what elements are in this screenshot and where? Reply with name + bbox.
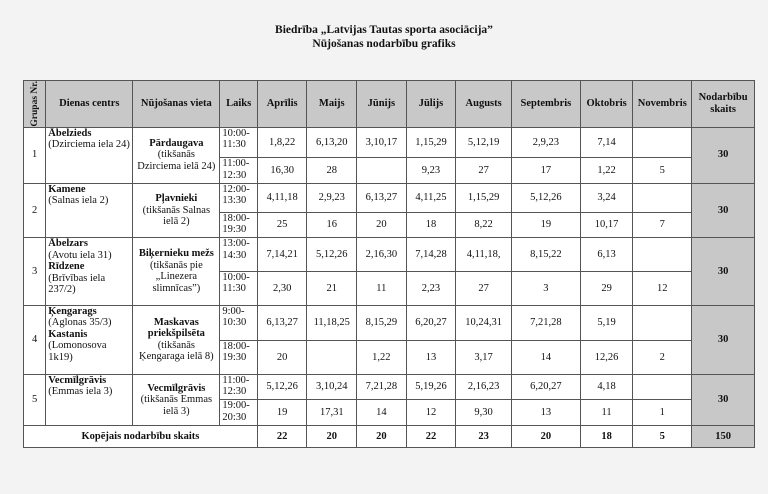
session-time: 10:00-11:30 <box>220 127 257 158</box>
month-dates: 1,15,29 <box>456 183 512 212</box>
month-dates: 6,13,20 <box>307 127 357 158</box>
month-dates: 2,30 <box>257 271 307 305</box>
header-group: Grupas Nr. <box>24 81 46 128</box>
walking-place-note: (tikšanās pie „Linezera slimnīcas”) <box>149 259 203 294</box>
month-dates: 4,11,25 <box>406 183 456 212</box>
month-dates: 5,12,19 <box>456 127 512 158</box>
header-time: Laiks <box>220 81 257 128</box>
day-center <box>46 127 133 183</box>
footer-month-total: 20 <box>357 426 407 448</box>
month-dates: 10,17 <box>580 212 633 237</box>
month-dates: 3,10,24 <box>307 374 357 399</box>
month-dates: 2,16,23 <box>456 374 512 399</box>
month-dates: 2 <box>633 340 692 374</box>
footer-month-total: 20 <box>511 426 580 448</box>
footer-row <box>24 426 755 448</box>
month-dates: 27 <box>456 158 512 183</box>
header-month: Augusts <box>456 81 512 128</box>
footer-month-total: 22 <box>406 426 456 448</box>
month-dates: 28 <box>307 158 357 183</box>
group-number: 3 <box>24 238 46 306</box>
footer-month-total: 22 <box>257 426 307 448</box>
header-total: Nodarbību skaits <box>692 81 755 128</box>
month-dates: 14 <box>357 400 407 426</box>
day-center-address: (Dzirciema iela 24) <box>48 139 130 151</box>
month-dates: 27 <box>456 271 512 305</box>
month-dates <box>357 158 407 183</box>
month-dates: 7,14,28 <box>406 238 456 272</box>
group-row <box>24 127 755 158</box>
header-month: Jūnijs <box>357 81 407 128</box>
day-center-name: Vecmīlgrāvis <box>48 374 107 386</box>
day-center <box>46 183 133 237</box>
month-dates: 20 <box>257 340 307 374</box>
month-dates: 12 <box>406 400 456 426</box>
header-month: Septembris <box>511 81 580 128</box>
day-center-name: Ābelzieds <box>48 127 92 139</box>
header-row <box>24 81 755 128</box>
footer-grand-total: 150 <box>692 426 755 448</box>
footer-label: Kopējais nodarbību skaits <box>24 426 258 448</box>
month-dates: 3 <box>511 271 580 305</box>
month-dates: 13 <box>511 400 580 426</box>
month-dates: 3,17 <box>456 340 512 374</box>
session-time: 11:00-12:30 <box>220 374 257 399</box>
day-center-name: Kamene <box>48 183 86 195</box>
footer-month-total: 18 <box>580 426 633 448</box>
group-number: 5 <box>24 374 46 425</box>
walking-place <box>133 238 220 306</box>
session-time: 18:00-19:30 <box>220 340 257 374</box>
walking-place-name: Pļavnieki <box>155 193 198 205</box>
walking-place-name: Maskavas priekšpilsēta <box>147 316 205 340</box>
month-dates: 20 <box>357 212 407 237</box>
month-dates: 2,23 <box>406 271 456 305</box>
day-center <box>46 374 133 425</box>
document-title <box>0 23 768 51</box>
month-dates: 12 <box>633 271 692 305</box>
schedule-table <box>23 80 755 448</box>
month-dates: 21 <box>307 271 357 305</box>
group-total: 30 <box>692 374 755 425</box>
footer-month-total: 5 <box>633 426 692 448</box>
month-dates: 6,13,27 <box>257 305 307 340</box>
walking-place <box>133 374 220 425</box>
month-dates: 14 <box>511 340 580 374</box>
walking-place-name: Pārdaugava <box>149 137 204 149</box>
walking-place <box>133 305 220 374</box>
month-dates: 7 <box>633 212 692 237</box>
month-dates: 8,22 <box>456 212 512 237</box>
group-number: 1 <box>24 127 46 183</box>
walking-place-note: (tikšanās Emmas ielā 3) <box>140 394 213 417</box>
month-dates: 1 <box>633 400 692 426</box>
month-dates: 9,30 <box>456 400 512 426</box>
session-time: 19:00-20:30 <box>220 400 257 426</box>
month-dates: 1,22 <box>580 158 633 183</box>
group-total: 30 <box>692 127 755 183</box>
month-dates: 25 <box>257 212 307 237</box>
group-number: 2 <box>24 183 46 237</box>
month-dates <box>633 305 692 340</box>
header-month: Aprīlis <box>257 81 307 128</box>
month-dates: 19 <box>511 212 580 237</box>
month-dates: 13 <box>406 340 456 374</box>
walking-place-name: Biķernieku mežs <box>138 248 214 260</box>
month-dates: 4,11,18, <box>456 238 512 272</box>
header-month: Oktobris <box>580 81 633 128</box>
walking-place <box>133 183 220 237</box>
month-dates: 18 <box>406 212 456 237</box>
header-month: Jūlijs <box>406 81 456 128</box>
day-center-name: Ķengarags <box>48 305 97 317</box>
day-center-name: Rīdzene <box>48 261 85 273</box>
month-dates: 10,24,31 <box>456 305 512 340</box>
day-center-address: (Salnas iela 2) <box>48 195 109 207</box>
month-dates: 5,12,26 <box>257 374 307 399</box>
footer-month-total: 23 <box>456 426 512 448</box>
walking-place-name: Vecmīlgrāvis <box>147 382 206 394</box>
day-center <box>46 305 133 374</box>
month-dates: 7,21,28 <box>511 305 580 340</box>
month-dates: 1,22 <box>357 340 407 374</box>
session-time: 12:00-13:30 <box>220 183 257 212</box>
group-row <box>24 238 755 272</box>
month-dates: 12,26 <box>580 340 633 374</box>
session-time: 18:00-19:30 <box>220 212 257 237</box>
month-dates: 6,13,27 <box>357 183 407 212</box>
group-total: 30 <box>692 305 755 374</box>
walking-place-note: (tikšanās Salnas ielā 2) <box>142 204 211 228</box>
month-dates: 5,12,26 <box>307 238 357 272</box>
month-dates: 17 <box>511 158 580 183</box>
month-dates: 17,31 <box>307 400 357 426</box>
walking-place-note: (tikšanās Ķengaraga ielā 8) <box>139 339 214 363</box>
group-row <box>24 374 755 399</box>
month-dates <box>633 238 692 272</box>
month-dates: 7,21,28 <box>357 374 407 399</box>
month-dates: 7,14 <box>580 127 633 158</box>
month-dates: 8,15,29 <box>357 305 407 340</box>
group-total: 30 <box>692 238 755 306</box>
month-dates: 2,9,23 <box>511 127 580 158</box>
month-dates: 3,24 <box>580 183 633 212</box>
month-dates <box>633 127 692 158</box>
month-dates: 1,8,22 <box>257 127 307 158</box>
walking-place <box>133 127 220 183</box>
walking-place-note: (tikšanās Dzirciema ielā 24) <box>137 149 216 172</box>
month-dates: 29 <box>580 271 633 305</box>
month-dates: 1,15,29 <box>406 127 456 158</box>
group-row <box>24 305 755 340</box>
header-place: Nūjošanas vieta <box>133 81 220 128</box>
month-dates: 3,10,17 <box>357 127 407 158</box>
month-dates: 11 <box>580 400 633 426</box>
session-time: 10:00-11:30 <box>220 271 257 305</box>
session-time: 13:00-14:30 <box>220 238 257 272</box>
month-dates: 5,12,26 <box>511 183 580 212</box>
month-dates <box>307 340 357 374</box>
month-dates: 6,13 <box>580 238 633 272</box>
month-dates: 2,9,23 <box>307 183 357 212</box>
month-dates: 6,20,27 <box>511 374 580 399</box>
title-line-2: Nūjošanas nodarbību grafiks <box>312 38 456 50</box>
month-dates: 16,30 <box>257 158 307 183</box>
day-center-address: (Lomonosova 1k19) <box>48 340 107 363</box>
session-time: 9:00-10:30 <box>220 305 257 340</box>
day-center <box>46 238 133 306</box>
day-center-address: (Avotu iela 31) <box>48 249 112 261</box>
month-dates: 2,16,30 <box>357 238 407 272</box>
day-center-name: Ābelzars <box>48 238 88 250</box>
month-dates <box>633 183 692 212</box>
month-dates: 5 <box>633 158 692 183</box>
title-line-1: Biedrība „Latvijas Tautas sporta asociācija” <box>275 24 493 36</box>
day-center-name: Kastanis <box>48 328 88 340</box>
month-dates: 19 <box>257 400 307 426</box>
group-number: 4 <box>24 305 46 374</box>
day-center-address: (Aglonas 35/3) <box>48 317 112 329</box>
month-dates: 7,14,21 <box>257 238 307 272</box>
day-center-address: (Brīvības iela 237/2) <box>48 272 106 296</box>
group-row <box>24 183 755 212</box>
footer-month-total: 20 <box>307 426 357 448</box>
session-time: 11:00-12:30 <box>220 158 257 183</box>
month-dates: 5,19 <box>580 305 633 340</box>
month-dates: 11,18,25 <box>307 305 357 340</box>
month-dates: 4,18 <box>580 374 633 399</box>
month-dates: 16 <box>307 212 357 237</box>
group-total: 30 <box>692 183 755 237</box>
month-dates: 6,20,27 <box>406 305 456 340</box>
day-center-address: (Emmas iela 3) <box>48 386 113 398</box>
header-month: Maijs <box>307 81 357 128</box>
month-dates: 9,23 <box>406 158 456 183</box>
month-dates: 5,19,26 <box>406 374 456 399</box>
month-dates: 4,11,18 <box>257 183 307 212</box>
month-dates <box>633 374 692 399</box>
header-month: Novembris <box>633 81 692 128</box>
header-center: Dienas centrs <box>46 81 133 128</box>
month-dates: 11 <box>357 271 407 305</box>
month-dates: 8,15,22 <box>511 238 580 272</box>
